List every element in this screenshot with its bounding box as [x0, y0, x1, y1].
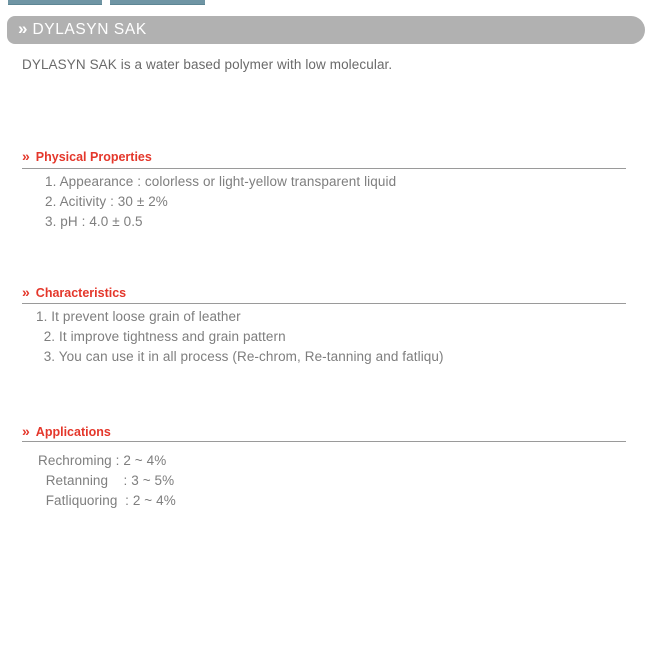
section-item-list [22, 172, 626, 232]
product-title-banner [7, 16, 645, 44]
list-item: 3. pH : 4.0 ± 0.5 [45, 214, 143, 229]
list-item: 1. It prevent loose grain of leather [36, 309, 241, 324]
double-chevron-icon: » [22, 423, 28, 439]
page-title: DYLASYN SAK [32, 20, 147, 38]
list-item: 1. Appearance : colorless or light-yellow transparent liquid [45, 174, 397, 189]
section-item-list [22, 307, 626, 367]
section-heading [22, 425, 626, 439]
double-chevron-icon: » [18, 19, 26, 38]
section-heading-label: Physical Properties [35, 150, 152, 164]
section-heading [22, 150, 626, 164]
list-item: Fatliquoring : 2 ~ 4% [38, 493, 176, 508]
tab-bar-left[interactable] [8, 0, 102, 5]
double-chevron-icon: » [22, 148, 28, 164]
product-description: DYLASYN SAK is a water based polymer with low molecular. [22, 57, 393, 72]
list-item: 3. You can use it in all process (Re-chrom, Re-tanning and fatliqu) [36, 349, 444, 364]
double-chevron-icon: » [22, 284, 28, 300]
section-heading [22, 286, 626, 300]
top-tab-strip [0, 0, 660, 6]
list-item: Retanning : 3 ~ 5% [38, 473, 175, 488]
section-item-list [22, 451, 626, 511]
section-divider [22, 168, 626, 169]
section-heading-label: Characteristics [35, 286, 127, 300]
section-divider [22, 303, 626, 304]
section [22, 150, 626, 232]
section [22, 425, 626, 511]
section-divider [22, 441, 626, 442]
section-heading-label: Applications [35, 425, 111, 439]
section [22, 286, 626, 367]
tab-bar-right[interactable] [110, 0, 205, 5]
list-item: 2. It improve tightness and grain pattern [36, 329, 286, 344]
list-item: 2. Acitivity : 30 ± 2% [45, 194, 168, 209]
list-item: Rechroming : 2 ~ 4% [38, 453, 167, 468]
